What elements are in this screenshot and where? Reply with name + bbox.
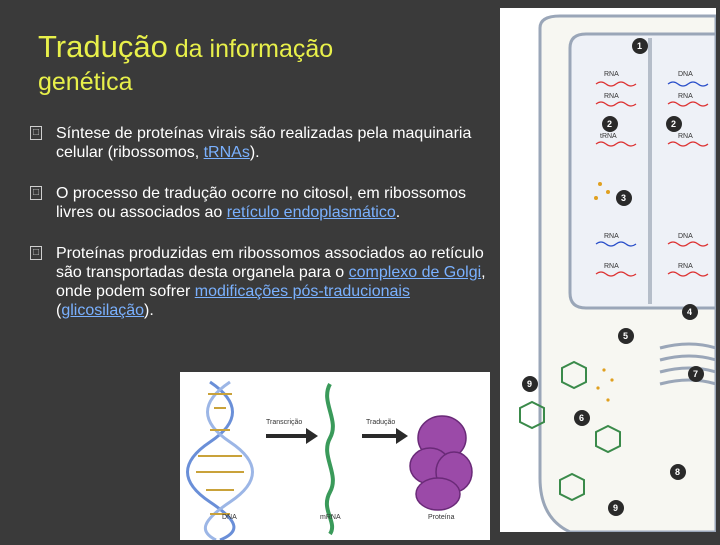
title-rest: da informação	[167, 35, 334, 63]
label-mrna: mRNA	[320, 514, 341, 521]
bullet-item-1	[28, 124, 498, 162]
bullet-list	[28, 124, 498, 342]
central-dogma-svg	[180, 372, 490, 540]
bullet-text-end: ).	[144, 302, 154, 319]
label-rna-5: RNA	[604, 233, 619, 240]
nucleus	[570, 34, 716, 308]
link-complexo-de-golgi[interactable]: complexo de Golgi	[348, 264, 482, 281]
label-rna-6: RNA	[604, 263, 619, 270]
label-proteina: Proteína	[428, 514, 455, 521]
step-label: 8	[675, 467, 681, 477]
step-label: 5	[623, 331, 629, 341]
step-label: 4	[687, 307, 693, 317]
label-rna-2: RNA	[604, 93, 619, 100]
label-dna-1: DNA	[678, 71, 693, 78]
step-label: 9	[527, 379, 533, 389]
label-rna-4: RNA	[678, 133, 693, 140]
protein-icon	[410, 416, 472, 510]
link-trnas[interactable]: tRNAs	[203, 144, 250, 161]
label-trna: tRNA	[600, 133, 617, 140]
bullet-text-mid2: (	[56, 302, 62, 319]
label-rna-3: RNA	[678, 93, 693, 100]
label-dna-2: DNA	[678, 233, 693, 240]
step-label: 7	[693, 369, 699, 379]
label-traducao: Tradução	[366, 419, 396, 426]
central-dogma-figure	[180, 372, 490, 540]
step-label: 3	[621, 193, 627, 203]
label-dna: DNA	[222, 514, 237, 521]
dna-helix-icon	[188, 382, 253, 540]
label-rna-7: RNA	[678, 263, 693, 270]
bullet-text: Proteínas produzidas em ribossomos associados ao retículo são transportadas desta organela para o	[56, 245, 484, 281]
bullet-text: O processo de tradução ocorre no citosol, em ribossomos livres ou associados ao	[56, 185, 466, 221]
cell-diagram-svg	[500, 8, 716, 532]
step-label: 2	[671, 119, 677, 129]
bullet-marker-icon: □	[30, 186, 42, 200]
step-label: 1	[637, 41, 643, 51]
bullet-text-end: ).	[249, 144, 260, 161]
process-arrows	[266, 428, 408, 444]
link-reticulo-endoplasmatico[interactable]: retículo endoplasmático	[226, 204, 396, 221]
bullet-marker-icon: □	[30, 246, 42, 260]
link-glicosilacao[interactable]: glicosilação	[61, 302, 145, 319]
step-label: 6	[579, 413, 585, 423]
slide-title	[38, 28, 498, 98]
label-rna-1: RNA	[604, 71, 619, 78]
title-line2: genética	[38, 67, 133, 96]
title-main: Tradução	[38, 29, 168, 64]
step-label: 2	[607, 119, 613, 129]
link-modificacoes-pos-traducionais[interactable]: modificações pós-traducionais	[194, 283, 410, 300]
label-transcricao: Transcrição	[266, 419, 303, 426]
bullet-marker-icon: □	[30, 126, 42, 140]
bullet-item-3	[28, 244, 498, 320]
bullet-text-end: .	[395, 204, 401, 221]
bullet-item-2	[28, 184, 498, 222]
cell-diagram	[500, 8, 716, 532]
bullet-text-mid: , onde podem sofrer	[56, 264, 486, 300]
mrna-strand-icon	[327, 384, 333, 534]
step-label: 9	[613, 503, 619, 513]
bullet-text: Síntese de proteínas virais são realizadas pela maquinaria celular (ribossomos,	[56, 125, 472, 161]
